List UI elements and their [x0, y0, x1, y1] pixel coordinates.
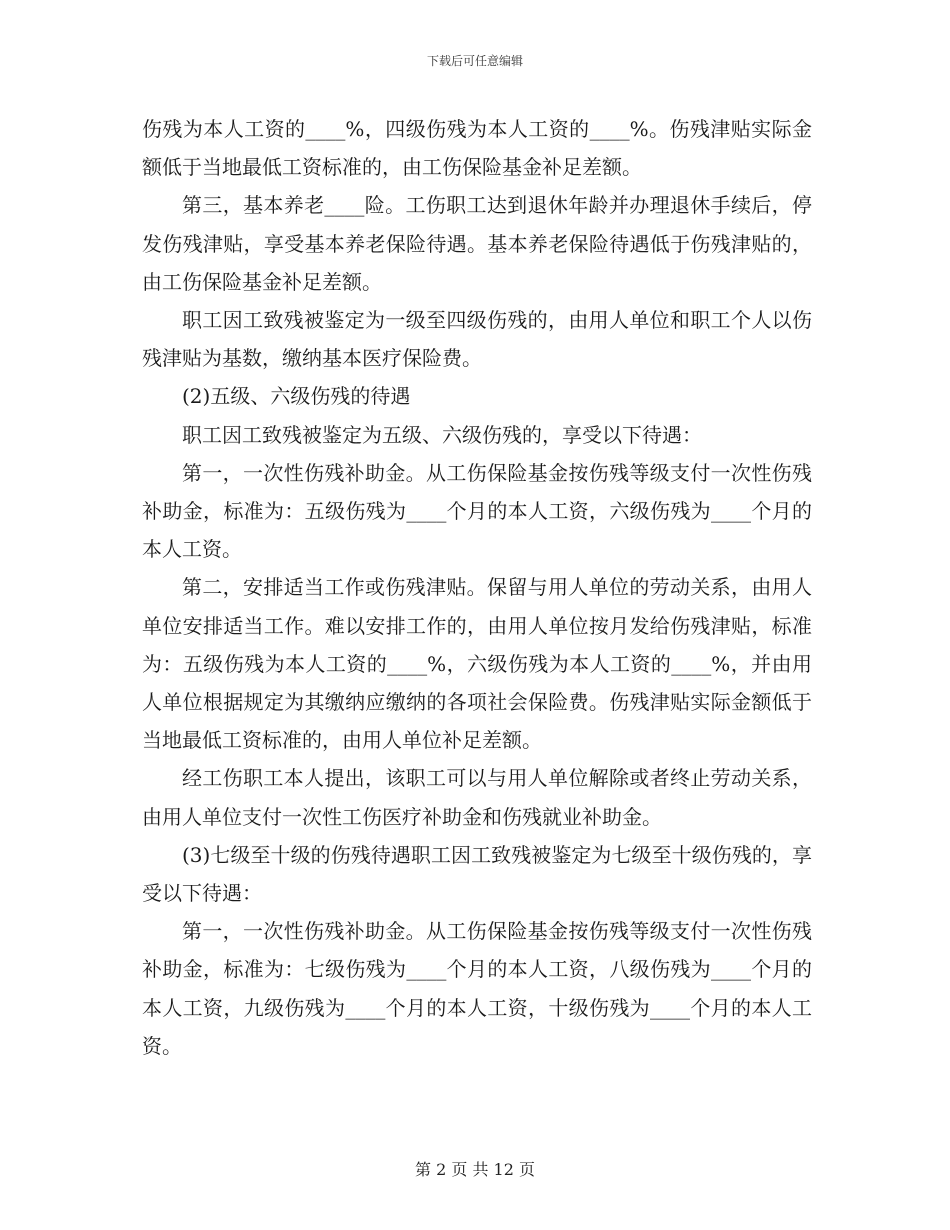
page-number: 第 2 页 共 12 页 — [415, 1160, 535, 1179]
paragraph-6: 第一，一次性伤残补助金。从工伤保险基金按伤残等级支付一次性伤残补助金，标准为：五级伤残为____个月的本人工资，六级伤残为____个月的本人工资。 — [142, 460, 812, 562]
section-heading-7-10: (3)七级至十级的伤残待遇职工因工致残被鉴定为七级至十级伤残的，享受以下待遇： — [142, 842, 812, 906]
paragraph-2: 第三，基本养老____险。工伤职工达到退休年龄并办理退休手续后，停发伤残津贴，享受基本养老保险待遇。基本养老保险待遇低于伤残津贴的，由工伤保险基金补足差额。 — [142, 193, 812, 294]
paragraph-1: 伤残为本人工资的____%，四级伤残为本人工资的____%。伤残津贴实际金额低于当地最低工资标准的，由工伤保险基金补足差额。 — [142, 117, 812, 180]
paragraph-3: 职工因工致残被鉴定为一级至四级伤残的，由用人单位和职工个人以伤残津贴为基数，缴纳基本医疗保险费。 — [142, 308, 812, 371]
section-heading-5-6: (2)五级、六级伤残的待遇 — [182, 384, 411, 409]
document-body — [142, 110, 812, 1065]
paragraph-8: 经工伤职工本人提出，该职工可以与用人单位解除或者终止劳动关系，由用人单位支付一次性工伤医疗补助金和伤残就业补助金。 — [142, 766, 812, 829]
paragraph-10: 第一，一次性伤残补助金。从工伤保险基金按伤残等级支付一次性伤残补助金，标准为：七级伤残为____个月的本人工资，八级伤残为____个月的本人工资，九级伤残为____个月的本人工资，十级伤残为____个月的本人工资。 — [142, 919, 812, 1058]
page-header: 下载后可任意编辑 — [426, 54, 523, 68]
paragraph-7: 第二，安排适当工作或伤残津贴。保留与用人单位的劳动关系，由用人单位安排适当工作。难以安排工作的，由用人单位按月发给伤残津贴，标准为：五级伤残为本人工资的____%，六级伤残为本人工资的____%，并由用人单位根据规定为其缴纳应缴纳的各项社会保险费。伤残津贴实际金额低于当地最低工资标准的，由用人单位补足差额。 — [142, 575, 812, 753]
paragraph-5: 职工因工致残被鉴定为五级、六级伤残的，享受以下待遇： — [182, 422, 702, 447]
